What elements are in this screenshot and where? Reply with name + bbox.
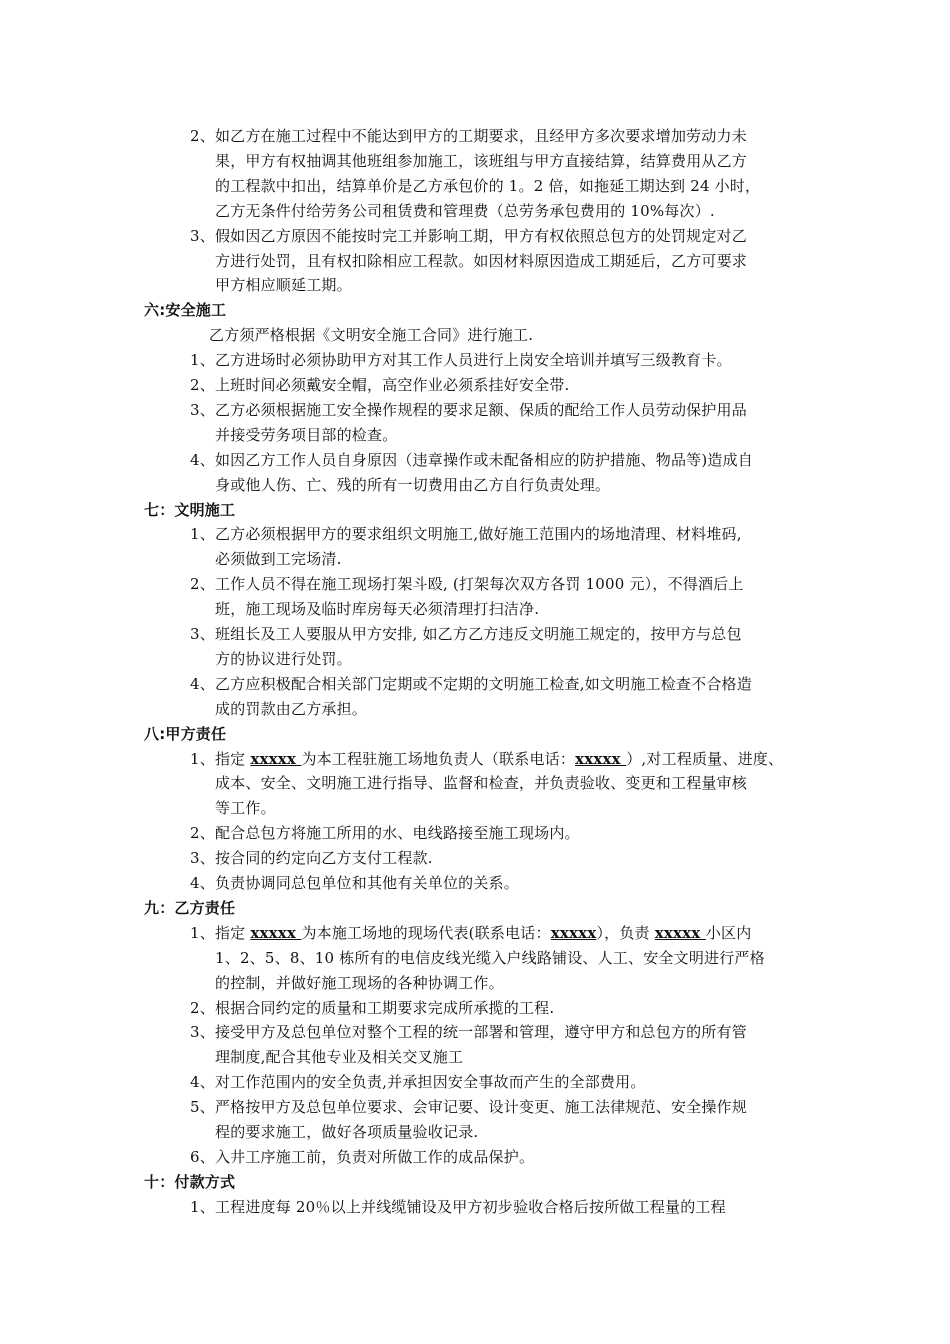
section-heading: 十：付款方式 [144,1172,236,1191]
clause-line: 的工程款中扣出，结算单价是乙方承包价的 1。2 倍，如拖延工期达到 24 小时， [215,176,761,195]
clause-line: 理制度,配合其他专业及相关交叉施工 [215,1048,464,1067]
clause-line: 4、乙方应积极配合相关部门定期或不定期的文明施工检查,如文明施工检查不合格造 [190,674,752,693]
underlined-placeholder: xxxxx [550,923,597,942]
clause-text: 为本施工场地的现场代表(联系电话： [301,923,551,942]
clause-line: 3、按合同的约定向乙方支付工程款. [190,849,433,868]
clause-line: 3、乙方必须根据施工安全操作规程的要求足额、保质的配给工作人员劳动保护用品 [190,400,747,419]
underlined-placeholder: xxxxx [654,923,706,942]
clause-line: 程的要求施工，做好各项质量验收记录. [215,1123,479,1141]
clause-line: 3、接受甲方及总包单位对整个工程的统一部署和管理，遵守甲方和总包方的所有管 [190,1023,747,1042]
clause-line: 果，甲方有权抽调其他班组参加施工，该班组与甲方直接结算，结算费用从乙方 [215,151,748,170]
section-intro: 乙方须严格根据《文明安全施工合同》进行施工. [209,326,534,345]
clause-text: 小区内 [705,923,752,942]
clause-line: 1、2、5、8、10 栋所有的电信皮线光缆入户线路铺设、人工、安全文明进行严格 [215,948,765,967]
clause-text: ），负责 [596,923,655,942]
clause-line [190,923,751,943]
clause-line: 2、根据合同约定的质量和工期要求完成所承揽的工程. [190,998,555,1017]
clause-line: 1、乙方必须根据甲方的要求组织文明施工,做好施工范围内的场地清理、材料堆码, [190,525,742,544]
clause-line [190,749,783,769]
clause-line: 1、工程进度每 20％以上并线缆铺设及甲方初步验收合格后按所做工程量的工程 [190,1197,726,1216]
clause-line: 2、工作人员不得在施工现场打架斗殴, (打架每次双方各罚 1000 元），不得酒后上 [190,575,744,594]
clause-line: 方的协议进行处罚。 [215,649,352,668]
clause-line: 6、入井工序施工前，负责对所做工作的成品保护。 [190,1147,535,1166]
clause-line: 2、上班时间必须戴安全帽，高空作业必须系挂好安全带. [190,376,570,394]
clause-line: 等工作。 [215,799,276,818]
section-heading: 八:甲方责任 [144,724,227,743]
clause-line: 4、对工作范围内的安全负责,并承担因安全事故而产生的全部费用。 [190,1073,646,1092]
clause-text: 1、指定 [190,923,251,942]
clause-line: 成的罚款由乙方承担。 [215,699,368,718]
clause-line: 甲方相应顺延工期。 [215,276,352,295]
clause-line: 乙方无条件付给劳务公司租赁费和管理费（总劳务承包费用的 10%每次）. [215,201,715,220]
underlined-placeholder: xxxxx [575,749,627,768]
section-heading: 九：乙方责任 [144,898,236,917]
underlined-placeholder: xxxxx [250,749,302,768]
clause-line: 班，施工现场及临时库房每天必须清理打扫洁净. [215,600,540,619]
clause-line: 5、严格按甲方及总包单位要求、会审记要、设计变更、施工法律规范、安全操作规 [190,1098,747,1117]
clause-line: 方进行处罚，且有权扣除相应工程款。如因材料原因造成工期延后，乙方可要求 [215,251,748,270]
section-heading: 七：文明施工 [144,500,236,519]
clause-line: 4、如因乙方工作人员自身原因（违章操作或未配备相应的防护措施、物品等)造成自 [190,450,753,469]
clause-text: 1、指定 [190,749,251,768]
clause-line: 4、负责协调同总包单位和其他有关单位的关系。 [190,874,519,892]
clause-text: 为本工程驻施工场地负责人（联系电话： [301,749,576,768]
clause-line: 成本、安全、文明施工进行指导、监督和检查，并负责验收、变更和工程量审核 [215,774,748,793]
clause-line: 2、配合总包方将施工所用的水、电线路接至施工现场内。 [190,824,580,843]
underlined-placeholder: xxxxx [250,923,302,942]
clause-line: 1、乙方进场时必须协助甲方对其工作人员进行上岗安全培训并填写三级教育卡。 [190,351,732,370]
clause-line: 的控制，并做好施工现场的各种协调工作。 [215,973,504,992]
clause-line: 必须做到工完场清. [215,550,342,569]
clause-line: 3、班组长及工人要服从甲方安排, 如乙方乙方违反文明施工规定的，按甲方与总包 [190,625,742,643]
clause-line: 并接受劳务项目部的检查。 [215,425,398,444]
clause-line: 2、如乙方在施工过程中不能达到甲方的工期要求，且经甲方多次要求增加劳动力未 [190,127,747,145]
section-heading: 六:安全施工 [144,301,227,320]
clause-line: 身或他人伤、亡、残的所有一切费用由乙方自行负责处理。 [215,475,611,494]
clause-line: 3、假如因乙方原因不能按时完工并影响工期，甲方有权依照总包方的处罚规定对乙 [190,226,747,245]
clause-text: ）,对工程质量、进度、 [626,749,784,768]
